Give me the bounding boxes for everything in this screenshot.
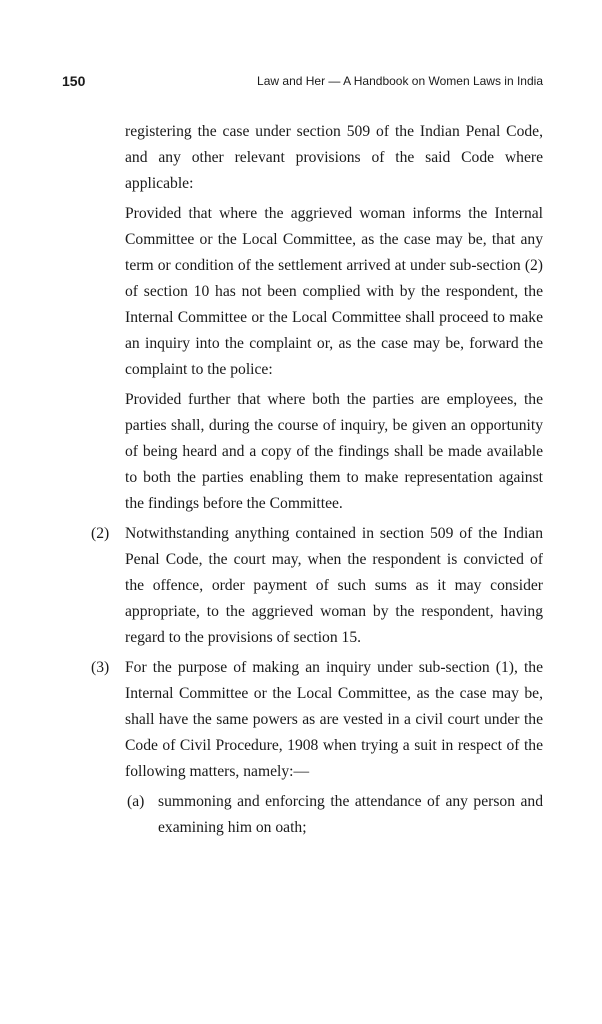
running-title: Law and Her — A Handbook on Women Laws in India bbox=[257, 74, 543, 88]
clause-3 bbox=[0, 655, 543, 785]
clause-2-text: Notwithstanding anything contained in section 509 of the Indian Penal Code, the court may, when the respondent is convicted of the offence, order payment of such sums as it may consider appropriate, to the aggrieved woman by the respondent, having regard to the provisions of section 15. bbox=[125, 525, 543, 646]
item-a-number: (a) bbox=[127, 793, 145, 810]
item-a bbox=[127, 789, 543, 841]
clause-3-text: For the purpose of making an inquiry under sub-section (1), the Internal Committee or the Local Committee, as the case may be, shall have the same powers as are vested in a civil court under the Code of Civil Procedure, 1908 when trying a suit in respect of the following matters, namely:— bbox=[125, 659, 543, 780]
clause-3-number: (3) bbox=[91, 659, 110, 676]
continuation-paragraph: registering the case under section 509 of the Indian Penal Code, and any other relevant provisions of the said Code where applicable: bbox=[125, 123, 543, 192]
proviso-paragraph-2: Provided further that where both the parties are employees, the parties shall, during the course of inquiry, be given an opportunity of being heard and a copy of the findings shall be made available to both the parties enabling them to make representation against the findings before the Committee. bbox=[125, 391, 543, 512]
clause-2 bbox=[0, 521, 543, 651]
page-header bbox=[62, 73, 543, 93]
item-a-text: summoning and enforcing the attendance of any person and examining him on oath; bbox=[158, 793, 543, 836]
page-body bbox=[0, 119, 602, 845]
proviso-paragraph-1: Provided that where the aggrieved woman informs the Internal Committee or the Local Committee, as the case may be, that any term or condition of the settlement arrived at under sub-section (2) of section 10 has not been complied with by the respondent, the Internal Committee or the Local Committee shall proceed to make an inquiry into the complaint or, as the case may be, forward the complaint to the police: bbox=[125, 205, 543, 378]
page-number: 150 bbox=[62, 73, 86, 89]
clause-2-number: (2) bbox=[91, 525, 110, 542]
